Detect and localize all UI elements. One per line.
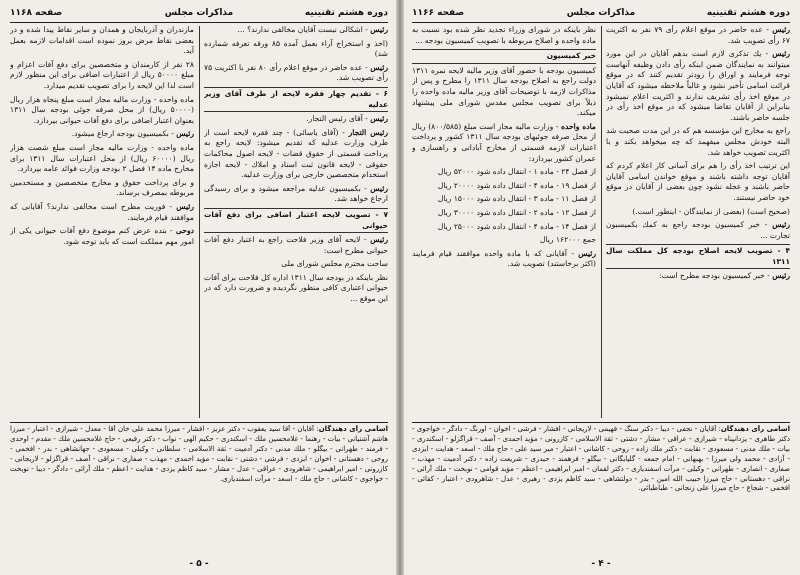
- paragraph: [606, 220, 790, 241]
- paragraph: [412, 235, 596, 246]
- speaker-name: رئيس: [176, 201, 194, 211]
- vote-list-label: اسامى رأى دهندگان: [720, 425, 790, 433]
- paragraph-text: راجع به مخارج اين مؤسسه هم كه در اين مدت صحبت شد البته خودش مجلس ميفهمد كه چه ميخواهد بكند و با اكثريت تصويب خواهد شد.: [606, 126, 790, 157]
- section-heading: ۴ - تصويب لايحه اصلاح بودجه كل مملكت سال ۱۳۱۱: [606, 244, 790, 269]
- paragraph-text: - وزارت ماليه مجاز است مبلغ (۸۰۰/۵۸۵) ريال از محل صرفه جوئيهاى بودجه سال ۱۳۱۱ كشور و پرداخت اعتبارات لازمه قسمتى از مخارج آبادانى و راهسازى و عمران كشور بپردازد:: [412, 121, 596, 163]
- paragraph-text: نظر باينكه در بودجه سال ۱۳۱۱ اداره كل فلاحت براى آفات حيوانى اعتبارى كافى منظور نگرديده و ضرورت دارد كه در اين موقع ...: [204, 272, 388, 304]
- paragraph: [606, 161, 790, 203]
- right-page-footer: - ۴ -: [591, 559, 611, 569]
- paragraph-text: - يك تذكرى لازم است بدهم آقايان در اين مورد ميتوانند به نمايندگان ضمن اينكه رأى دادن وظيفه آنهاست توجه فرمايند و اوراق را زودتر تقديم كنند كه در موقع قرائت اسامى تأخير نشود و غالباً ملاحظه ميشود كه آقايان در موقع اخذ رأى تشريف ندارند و اكثريت اعلام نميشود بنابراين از آقايان تقاضا ميشود كه در موقع اخذ رأى در جلسه حاضر باشند.: [606, 49, 790, 122]
- left-page-left-column: [10, 25, 194, 420]
- paragraph-text: از فصل ۱۱ - ماده ۳ - انتقال داده شود ۱۵۰۰۰ ريال: [437, 194, 596, 204]
- paragraph: [606, 126, 790, 158]
- votes-rule: [10, 422, 388, 423]
- section-heading: ۶ - تقديم چهار فقره لايحه از طرف آقاى وزير عدليه: [204, 87, 388, 112]
- paragraph-text: از فصل ۲۴ - ماده ۱ - انتقال داده شود ۵۲۰۰۰ ريال: [437, 167, 596, 177]
- left-page-right-column: [204, 25, 388, 420]
- paragraph: [412, 25, 596, 46]
- paragraph: [204, 114, 388, 125]
- column-divider: [601, 26, 602, 418]
- paragraph: [412, 194, 596, 205]
- paragraph: [10, 143, 194, 175]
- paragraph-text: جمع ۱۶۲۰۰۰ ريال: [539, 235, 596, 245]
- left-page: [4, 0, 394, 575]
- left-page-number: صفحه ۱۱۶۸: [10, 8, 63, 18]
- section-heading: ۷ - تصويب لايحه اعتبار اضافى براى دفع آفات حيوانى: [204, 208, 388, 233]
- paragraph: [10, 202, 194, 223]
- paragraph-text: ماده واحده - وزارت ماليه مجاز است مبلغ پنجاه هزار ريال (۵۰۰۰۰ ريال) از محل صرفه جوئى بودجه سال ۱۳۱۱ بعنوان اعتبار اضافى براى دفع آفات حيوانى بپردازد.: [10, 94, 194, 125]
- header-rule: [10, 22, 388, 23]
- book-gutter: [396, 0, 404, 575]
- left-page-vote-list: اسامى رأى دهندگان: آقايان - آقا سيد يعقوب - دكتر عزيز - افشار - ميرزا محمد على خان آقا - معدل - شيرازى - اعتبار - ميرزا هاشم آشتيانى - بيات - رهنما - غلامحسين ملك - اسكندرى - حكيم الهى - نواب - دكتر رفيعى - حاج غلامحسين ملك - مقدم - اوحدى - فرمند - طهرانى - بيگلو - ملك مدنى - دكتر آدميت - ثقة الاسلامى - سلطانى - وكيلى - مسعودى - جهانشاهى - بدر - افخمى - روحى - دهستانى - اخوان - ايزدى - فرشى - دشتى - نقابت - مؤيد احمدى - مهذب - صفارى - نراقى - آصف - قراگزلو - لاريجانى - كازرونى - امير ابراهيمى - شاهرودى - عراقى - عدل - مشار - سيد كاظم يزدى - هدايت - اعظم - ملك آرائى - دادگر - ديبا - نوبخت - خواجوى - كاشانى - حاج ملك - اسعد - مرآت اسفنديارى.: [10, 425, 388, 483]
- paragraph-text: كميسيون بودجه با حضور آقاى وزير ماليه لايحه نمره ۱۳۱۱ دولت راجع به اصلاح بودجه سال ۱۳۱۱ را مطرح و پس از مذاكرات لازمه با توضيحات آقاى وزير ماليه ماده واحده را ذيلاً براى تصويب مجلس مقدس شوراى ملى پيشنهاد ميكند.: [412, 65, 596, 118]
- paragraph: [10, 129, 194, 140]
- paragraph: [412, 167, 596, 178]
- paragraph-text: ساحت محترم مجلس شوراى ملى: [281, 259, 388, 269]
- paragraph: [204, 273, 388, 305]
- left-page-session: دوره هشتم تقنينيه: [304, 8, 388, 18]
- paragraph-text: - آقاى رئيس التجار.: [306, 114, 371, 124]
- paragraph-text: از فصل ۱۲ - ماده ۲ - انتقال داده شود ۳۰۰۰۰ ريال: [437, 207, 596, 217]
- paragraph-text: - فوريت مطرح است مخالفى ندارند؟ آقايانى كه موافقند قيام فرمايند.: [10, 201, 194, 222]
- paragraph-text: از فصل ۱۹ - ماده ۴ - انتقال داده شود ۲۰۰۰۰ ريال: [437, 180, 596, 190]
- speaker-name: رئيس: [772, 49, 790, 59]
- paragraph: [204, 259, 388, 270]
- paragraph: [412, 208, 596, 219]
- right-page-session: دوره هشتم تقنينيه: [706, 8, 790, 18]
- speaker-name: رئيس: [370, 235, 388, 245]
- paragraph: [204, 25, 388, 36]
- paragraph-text: از فصل ۱۴ - ماده ۴ - انتقال داده شود ۲۵۰۰۰ ريال: [437, 221, 596, 231]
- speaker-name: رئيس التجار: [348, 127, 388, 137]
- paragraph: [204, 184, 388, 205]
- speaker-name: رئيس: [772, 271, 790, 281]
- vote-list-names: آقايان - نجفى - ديبا - دكتر سنگ - فهيمى - لاريجانى - افشار - فرشى - اخوان - اورنگ - دادگر - خواجوى - دكتر طاهرى - يزدانپناه - شيرازى - عراقى - مشار - دشتى - ثقة الاسلامى - كازرونى - مؤيد احمدى - آصف - قراگزلو - اسكندرى - بيات - ملك مدنى - مسعودى - نقابت - دكتر ملك زاده - روحى - كاشانى - اعتبار - مير سيد على - حاج ملك - اسعد - هدايت - ايزدى - آزادى - محمد ولى ميرزا - بهبهانى - امام جمعه - گلپايگانى - بيگلو - فرهمند - حيدرى - شريعت زاده - دكتر آدميت - مهذب - صفارى - انصارى - طهرانى - وكيلى - مرآت اسفنديارى - دكتر لقمان - امير ابراهيمى - اعظم - مؤيد قوامى - نوبخت - ملك آرائى - نراقى - دهستانى - حاج ميرزا حبيب الله امين - بدر - دولتشاهى - سيد كاظم يزدى - رهبرى - عدل - شاهرودى - اعتبار - كفائى - افخمى - شجاع - حاج ميرزا على زنجانى - طباطبائى.: [412, 425, 790, 493]
- paragraph: [204, 128, 388, 181]
- speaker-name: رئيس: [772, 220, 790, 230]
- paragraph: [606, 207, 790, 218]
- paragraph: [412, 249, 596, 270]
- votes-rule: [412, 422, 790, 423]
- paragraph: [204, 39, 388, 60]
- paragraph: [412, 222, 596, 233]
- paragraph-text: (اخذ و استخراج آراء بعمل آمده ۸۵ ورقه تعرفه شمارده شد): [204, 38, 388, 59]
- paragraph-text: - (آقاى ياسائى) - چند فقره لايحه است از طرف وزارت عدليه كه تقديم ميشود: لايحه راجع به پرداخت قسمتى از حقوق قضات - لايحه اصول محاكمات حقوقى - لايحه قانون ثبت اسناد و املاك - لايحه اجازه استخدام متخصصين خارجى براى وزارت عدليه.: [204, 127, 388, 180]
- speaker-name: رئيس: [772, 25, 790, 34]
- paragraph-text: و براى پرداخت حقوق و مخارج متخصصين و مستخدمين مربوطه بمصرف برساند.: [10, 177, 194, 198]
- speaker-name: ماده واحده: [560, 121, 596, 131]
- section-heading: خبر كميسيون: [412, 49, 596, 64]
- vote-list-names: آقايان - آقا سيد يعقوب - دكتر عزيز - افشار - ميرزا محمد على خان آقا - معدل - شيرازى - اعتبار - ميرزا هاشم آشتيانى - بيات - رهنما - غلامحسين ملك - اسكندرى - حكيم الهى - نواب - دكتر رفيعى - حاج غلامحسين ملك - مقدم - اوحدى - فرمند - طهرانى - بيگلو - ملك مدنى - دكتر آدميت - ثقة الاسلامى - سلطانى - وكيلى - مسعودى - جهانشاهى - بدر - افخمى - روحى - دهستانى - اخوان - ايزدى - فرشى - دشتى - نقابت - مؤيد احمدى - مهذب - صفارى - نراقى - آصف - قراگزلو - لاريجانى - كازرونى - امير ابراهيمى - شاهرودى - عراقى - عدل - مشار - سيد كاظم يزدى - هدايت - اعظم - ملك آرائى - دادگر - ديبا - نوبخت - خواجوى - كاشانى - حاج ملك - اسعد - مرآت اسفنديارى.: [10, 425, 388, 483]
- header-rule: [412, 22, 790, 23]
- paragraph: [10, 60, 194, 92]
- left-page-header: [10, 6, 388, 20]
- paragraph-text: - عده حاضر در موقع اعلام رأى ۸۰ نفر با اكثريت ۷۵ رأى تصويب شد.: [204, 62, 388, 83]
- right-page-number: صفحه ۱۱۶۶: [412, 8, 465, 18]
- speaker-name: رئيس: [578, 248, 596, 258]
- right-page-title: مذاكرات مجلس: [566, 8, 636, 18]
- paragraph: [606, 271, 790, 282]
- paragraph: [10, 25, 194, 57]
- paragraph: [10, 95, 194, 127]
- paragraph-text: - بنده عرض كنم موضوع دفع آفات حيوانى يكى از امور مهم مملكت است كه بايد توجه شود.: [10, 226, 194, 246]
- paragraph-text: - عده حاضر در موقع اعلام رأى ۷۹ نفر به اكثريت ۶۷ رأى تصويب شد.: [606, 25, 790, 45]
- paragraph-text: مازندران و آذربايجان و همدان و ساير نقاط پيدا شده و در بعضى نقاط مرض بروز نموده است اقدامات لازمه بعمل آيد.: [10, 25, 194, 56]
- paragraph-text: ماده واحده - وزارت ماليه مجاز است مبلغ شصت هزار ريال (۶۰۰۰۰ ريال) از محل اعتبارات سال ۱۳۱۱ براى مخارج ماده ۱۴ فصل ۲ بودجه وزارت فوائد عامه بپردازد.: [10, 142, 194, 174]
- paragraph: [10, 178, 194, 199]
- vote-list-label: اسامى رأى دهندگان: [318, 425, 388, 433]
- paragraph-text: - خبر كميسيون بودجه راجع به كمك بكميسيون تجارت ...: [606, 220, 790, 240]
- speaker-name: رئيس: [176, 129, 194, 139]
- paragraph-text: ۲۸ نفر از كارمندان و متخصصين براى دفع آفات اعزام و مبلغ ۵۰۰۰۰ ريال از اعتبارات اضافى براى اين منظور لازم است لذا اين لايحه را براى تصويب تقديم ميدارد.: [10, 59, 194, 90]
- right-page-vote-list: اسامى رأى دهندگان: آقايان - نجفى - ديبا - دكتر سنگ - فهيمى - لاريجانى - افشار - فرشى - اخوان - اورنگ - دادگر - خواجوى - دكتر طاهرى - يزدانپناه - شيرازى - عراقى - مشار - دشتى - ثقة الاسلامى - كازرونى - مؤيد احمدى - آصف - قراگزلو - اسكندرى - بيات - ملك مدنى - مسعودى - نقابت - دكتر ملك زاده - روحى - كاشانى - اعتبار - مير سيد على - حاج ملك - اسعد - هدايت - ايزدى - آزادى - محمد ولى ميرزا - بهبهانى - امام جمعه - گلپايگانى - بيگلو - فرهمند - حيدرى - شريعت زاده - دكتر آدميت - مهذب - صفارى - انصارى - طهرانى - وكيلى - مرآت اسفنديارى - دكتر لقمان - امير ابراهيمى - اعظم - مؤيد قوامى - نوبخت - ملك آرائى - نراقى - دهستانى - حاج ميرزا حبيب الله امين - بدر - دولتشاهى - سيد كاظم يزدى - رهبرى - عدل - شاهرودى - اعتبار - كفائى - افخمى - شجاع - حاج ميرزا على زنجانى - طباطبائى.: [412, 425, 790, 493]
- speaker-name: دوحى: [175, 226, 194, 236]
- speaker-name: رئيس: [370, 62, 388, 72]
- paragraph-text: - بكميسيون بودجه ارجاع ميشود.: [71, 129, 177, 139]
- paragraph-text: - اشكالى نيست آقايان مخالفى ندارند؟ ...: [237, 25, 371, 34]
- speaker-name: رئيس: [370, 183, 388, 193]
- paragraph: [10, 226, 194, 247]
- paragraph: [606, 49, 790, 123]
- column-divider: [199, 26, 200, 418]
- paragraph-text: (صحيح است) (بعضى از نمايندگان - اينطور است.): [632, 206, 790, 216]
- speaker-name: رئيس: [370, 114, 388, 124]
- paragraph-text: اين ترتيب اخذ رأى را هم براى آسانى كار اعلام كردم كه آقايان توجه داشته باشند و موقع خواندن اسامى آقايان حاضر باشند و عجله نشود چون بعضى از آقايان در موقع خود حاضر نيستند.: [606, 161, 790, 202]
- paragraph: [606, 25, 790, 46]
- paragraph-text: - آقايانى كه با ماده واحده موافقند قيام فرمايند (اكثر برخاستند) تصويب شد.: [412, 248, 596, 269]
- speaker-name: رئيس: [370, 25, 388, 34]
- left-page-title: مذاكرات مجلس: [164, 8, 234, 18]
- right-page-left-column: [412, 25, 596, 420]
- paragraph-text: نظر باينكه در شوراى وزراء تجديد نظر شده بود نسبت به ماده واحده و اصلاح مربوطه با تصويب كميسيون بودجه ...: [412, 25, 596, 45]
- paragraph: [412, 66, 596, 119]
- right-page-header: [412, 6, 790, 20]
- paragraph: [412, 181, 596, 192]
- left-page-footer: - ۵ -: [189, 559, 209, 569]
- paragraph-text: - خبر كميسيون بودجه مطرح است:: [659, 271, 773, 281]
- paragraph: [412, 122, 596, 164]
- paragraph: [204, 63, 388, 84]
- right-page: [406, 0, 796, 575]
- paragraph: [204, 235, 388, 256]
- paragraph-text: - بكميسيون عدليه مراجعه ميشود و براى رسيدگى ارجاع خواهد شد.: [204, 183, 388, 204]
- right-page-right-column: [606, 25, 790, 420]
- paragraph-text: - لايحه آقاى وزير فلاحت راجع به اعتبار دفع آفات حيوانى مطرح است:: [204, 235, 388, 255]
